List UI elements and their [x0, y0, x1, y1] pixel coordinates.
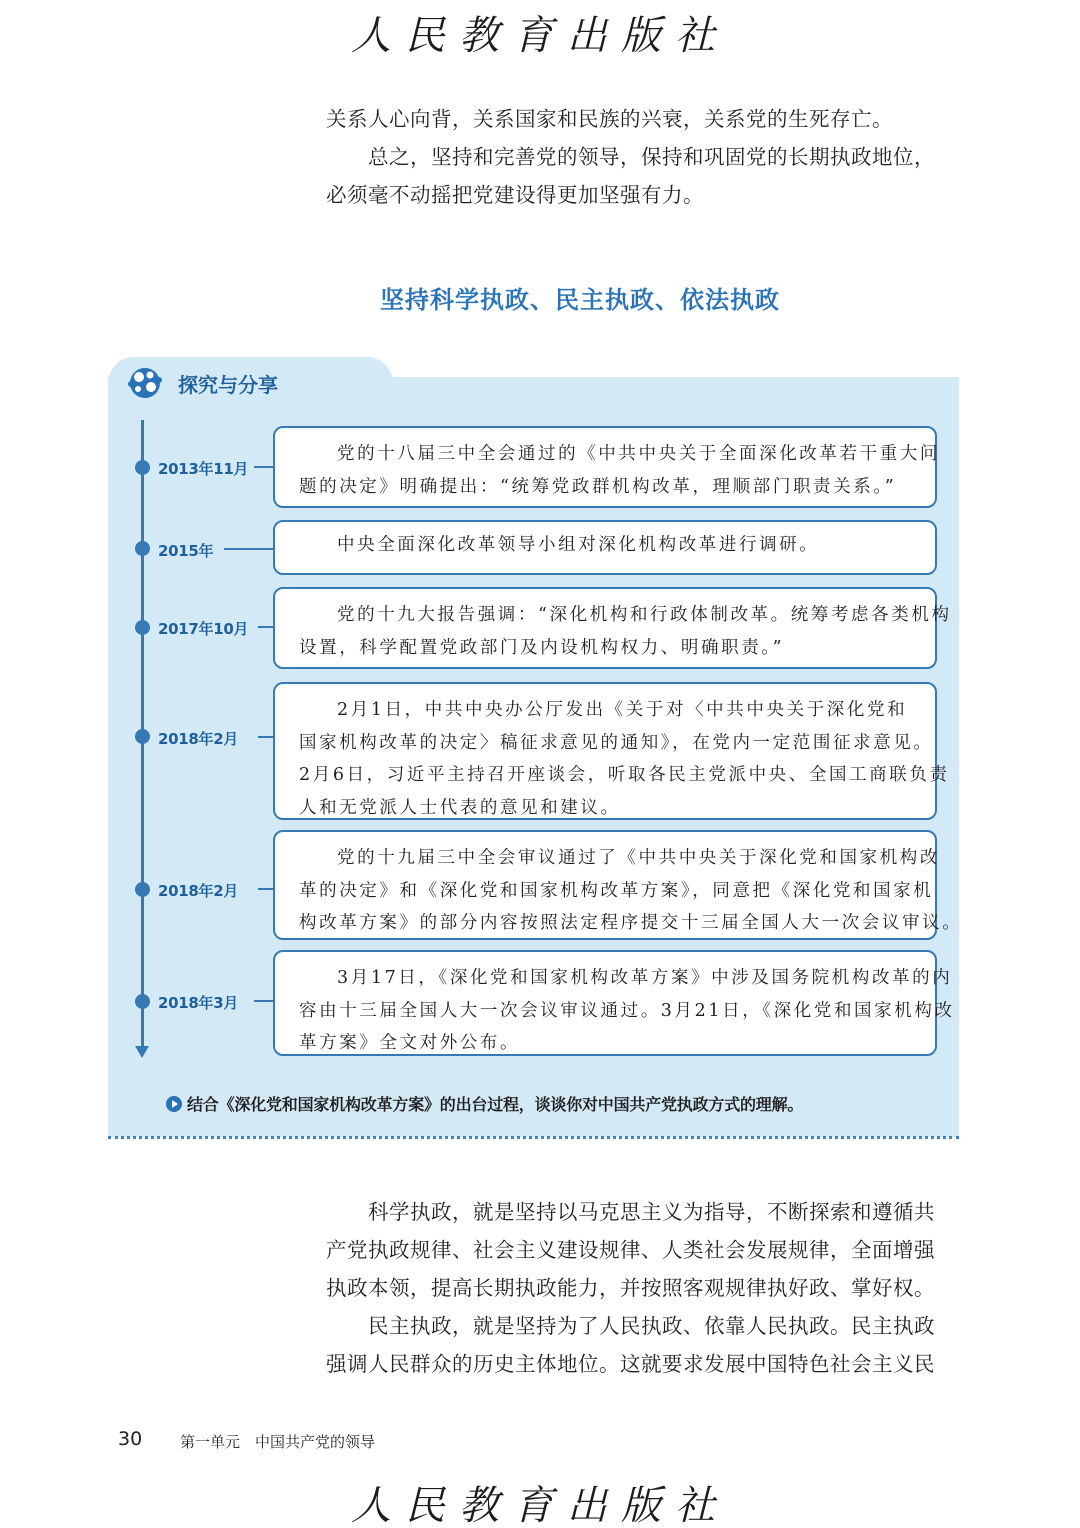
publisher-logo-top: 人民教育出版社: [351, 13, 729, 59]
timeline-dot: [135, 541, 150, 556]
connector: [254, 466, 273, 468]
discussion-question: [166, 1092, 803, 1115]
event-box: [273, 520, 937, 575]
dotted-divider: [108, 1136, 959, 1139]
intro-paragraph: [326, 100, 958, 214]
intro-line: 关系人心向背，关系国家和民族的兴衰，关系党的生死存亡。: [326, 107, 893, 131]
event-date: 2018年2月: [158, 730, 239, 748]
event-line: 革的决定》和《深化党和国家机构改革方案》，同意把《深化党和国家机: [299, 880, 934, 901]
timeline-dot: [135, 729, 150, 744]
timeline-dot: [135, 994, 150, 1009]
body-line: 科学执政，就是坚持以马克思主义为指导，不断探索和遵循共: [368, 1200, 935, 1224]
explore-title: 探究与分享: [178, 373, 278, 397]
question-text: 结合《深化党和国家机构改革方案》的出台过程，谈谈你对中国共产党执政方式的理解。: [187, 1095, 804, 1114]
event-line: 设置，科学配置党政部门及内设机构权力、明确职责。”: [299, 637, 785, 658]
connector: [258, 626, 273, 628]
event-line: 党的十九届三中全会审议通过了《中共中央关于深化党和国家机构改: [337, 848, 940, 868]
event-date: 2017年10月: [158, 620, 249, 638]
event-box: [273, 587, 952, 669]
event-line: 容由十三届全国人大一次会议审议通过。3月21日，《深化党和国家机构改: [299, 1000, 955, 1021]
event-line: 国家机构改革的决定〉稿征求意见的通知》，在党内一定范围征求意见。: [299, 732, 934, 753]
connector: [254, 1000, 273, 1002]
event-box: [273, 682, 950, 820]
timeline-dot: [135, 460, 150, 475]
event-date: 2018年2月: [158, 882, 239, 900]
body-line: 强调人民群众的历史主体地位。这就要求发展中国特色社会主义民: [326, 1352, 935, 1376]
event-line: 题的决定》明确提出：“统筹党政群机构改革，理顺部门职责关系。”: [299, 476, 897, 497]
event-line: 3月17日，《深化党和国家机构改革方案》中涉及国务院机构改革的内: [337, 968, 953, 988]
event-line: 党的十九大报告强调：“深化机构和行政体制改革。统筹考虑各类机构: [337, 605, 952, 625]
event-line: 人和无党派人士代表的意见和建议。: [299, 797, 621, 818]
body-line: 产党执政规律、社会主义建设规律、人类社会发展规律，全面增强: [326, 1238, 935, 1262]
molecule-icon: [126, 363, 164, 401]
play-icon: [166, 1096, 182, 1112]
event-line: 2月6日，习近平主持召开座谈会，听取各民主党派中央、全国工商联负责: [299, 765, 950, 785]
publisher-logo-bottom: 人民教育出版社: [351, 1483, 729, 1528]
event-box: [273, 830, 963, 940]
body-line: 执政本领，提高长期执政能力，并按照客观规律执好政、掌好权。: [326, 1276, 935, 1300]
event-line: 革方案》全文对外公布。: [299, 1033, 521, 1053]
section-title: 坚持科学执政、民主执政、依法执政: [380, 286, 780, 314]
chapter-title: 第一单元 中国共产党的领导: [180, 1433, 376, 1451]
event-line: 2月1日，中共中央办公厅发出《关于对〈中共中央关于深化党和: [337, 700, 908, 720]
connector: [258, 888, 273, 890]
timeline-dot: [135, 882, 150, 897]
arrow-down-icon: [135, 1046, 149, 1058]
connector: [224, 548, 273, 550]
connector: [258, 736, 273, 738]
event-line: 中央全面深化改革领导小组对深化机构改革进行调研。: [337, 535, 820, 555]
page-number: 30: [118, 1428, 143, 1450]
event-line: 党的十八届三中全会通过的《中共中央关于全面深化改革若干重大问: [337, 444, 940, 464]
intro-line: 必须毫不动摇把党建设得更加坚强有力。: [326, 183, 704, 207]
event-date: 2015年: [158, 542, 214, 560]
timeline-dot: [135, 620, 150, 635]
body-paragraph: [326, 1193, 958, 1383]
event-date: 2018年3月: [158, 994, 239, 1012]
event-box: [273, 426, 940, 508]
event-box: [273, 950, 955, 1056]
body-line: 民主执政，就是坚持为了人民执政、依靠人民执政。民主执政: [368, 1314, 935, 1338]
event-date: 2013年11月: [158, 460, 249, 478]
event-line: 构改革方案》的部分内容按照法定程序提交十三届全国人大一次会议审议。: [299, 913, 963, 933]
intro-line: 总之，坚持和完善党的领导，保持和巩固党的长期执政地位，: [368, 145, 935, 169]
